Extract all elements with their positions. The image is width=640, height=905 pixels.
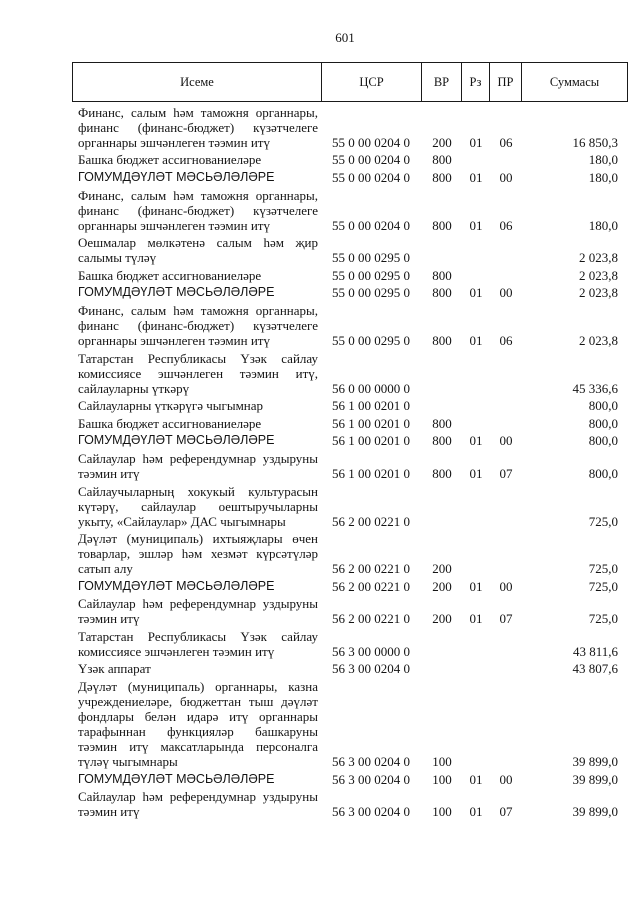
rz-code: 01	[469, 169, 483, 185]
rz-code	[462, 482, 490, 530]
row-name-line: органнары эшчәнлеген тәэмин итү	[78, 332, 270, 348]
pr-code	[490, 397, 522, 415]
csr-code: 55 0 00 0204 0	[332, 217, 410, 233]
sum-value: 800,0	[588, 398, 618, 414]
table-row	[72, 770, 628, 788]
rz-code: 01	[469, 134, 483, 150]
vr-code: 200	[432, 611, 452, 627]
row-name-line: сайлауларны үткәрү	[78, 380, 190, 396]
vr-code	[422, 234, 462, 267]
row-name	[72, 302, 322, 350]
sum-value: 2 023,8	[579, 285, 618, 301]
row-name-line: финанс (финанс-бюджет) күзәтчелеге	[78, 317, 318, 333]
pr-code: 00	[499, 169, 513, 185]
vr-code	[422, 397, 462, 415]
table-row	[72, 450, 628, 483]
csr-code: 56 3 00 0000 0	[332, 643, 410, 659]
row-name	[72, 788, 322, 821]
rz-code	[462, 678, 490, 771]
sum-value: 725,0	[588, 513, 618, 529]
rz-code: 01	[469, 332, 483, 348]
sum-value: 725,0	[588, 611, 618, 627]
pr-code: 06	[499, 134, 513, 150]
sum-value: 39 899,0	[572, 754, 618, 770]
row-name-line: ГОМУМДӘҮЛӘТ МӘСЬӘЛӘЛӘРЕ	[78, 169, 275, 184]
sum-value: 800,0	[588, 415, 618, 431]
row-name-line: Дәүләт (муниципаль) ихтыяҗлары өчен	[78, 531, 318, 547]
row-name	[72, 628, 322, 661]
vr-code: 800	[432, 152, 452, 168]
vr-code: 800	[432, 465, 452, 481]
row-name-line: түләү чыгымнары	[78, 754, 178, 770]
rz-code: 01	[469, 285, 483, 301]
header-csr: ЦСР	[322, 63, 422, 101]
header-rz: Рз	[462, 63, 490, 101]
table-row	[72, 186, 628, 234]
row-name-line: Финанс, салым һәм таможня органнары,	[78, 302, 318, 318]
sum-value: 16 850,3	[572, 134, 618, 150]
csr-code: 56 1 00 0201 0	[332, 398, 410, 414]
vr-code: 200	[432, 134, 452, 150]
csr-code: 55 0 00 0204 0	[332, 152, 410, 168]
vr-code	[422, 482, 462, 530]
table-row	[72, 414, 628, 432]
page-number: 601	[335, 30, 355, 45]
row-name-line: Татарстан Республикасы Үзәк сайлау	[78, 350, 318, 366]
table-header	[72, 62, 628, 102]
csr-code: 56 2 00 0221 0	[332, 561, 410, 577]
csr-code: 56 3 00 0204 0	[332, 804, 410, 820]
row-name-line: Башка бюджет ассигнованиеләре	[78, 267, 262, 283]
table-row	[72, 169, 628, 187]
sum-value: 2 023,8	[579, 267, 618, 283]
rz-code	[462, 151, 490, 169]
rz-code: 01	[469, 804, 483, 820]
row-name-line: тарафыннан функцияләр башкаруны	[78, 724, 318, 740]
header-pr: ПР	[490, 63, 522, 101]
row-name-line: Үзәк аппарат	[78, 661, 151, 677]
rz-code: 01	[469, 771, 483, 787]
table-row	[72, 678, 628, 771]
header-sum: Суммасы	[549, 74, 600, 89]
csr-code: 55 0 00 0295 0	[332, 267, 410, 283]
sum-value: 800,0	[588, 433, 618, 449]
pr-code: 07	[499, 611, 513, 627]
csr-code: 56 2 00 0221 0	[332, 513, 410, 529]
row-name-line: ГОМУМДӘҮЛӘТ МӘСЬӘЛӘЛӘРЕ	[78, 771, 275, 786]
vr-code: 800	[432, 433, 452, 449]
rz-code	[462, 266, 490, 284]
csr-code: 56 0 00 0000 0	[332, 380, 410, 396]
rz-code: 01	[469, 578, 483, 594]
rz-code: 01	[469, 465, 483, 481]
table-row	[72, 788, 628, 821]
pr-code	[490, 660, 522, 678]
sum-value: 43 807,6	[572, 661, 618, 677]
vr-code: 800	[432, 267, 452, 283]
row-name-line: комиссиясе эшчәнлеген тәэмин итү	[78, 643, 275, 659]
row-name	[72, 450, 322, 483]
pr-code	[490, 234, 522, 267]
vr-code	[422, 660, 462, 678]
row-name-line: салымы түләү	[78, 250, 157, 266]
sum-value: 39 899,0	[572, 804, 618, 820]
pr-code: 00	[499, 285, 513, 301]
table-row	[72, 397, 628, 415]
row-name	[72, 169, 322, 187]
rz-code	[462, 660, 490, 678]
table-row	[72, 266, 628, 284]
pr-code: 07	[499, 465, 513, 481]
sum-value: 45 336,6	[572, 380, 618, 396]
row-name-line: Финанс, салым һәм таможня органнары,	[78, 104, 318, 120]
row-name-line: ГОМУМДӘҮЛӘТ МӘСЬӘЛӘЛӘРЕ	[78, 433, 275, 448]
row-name-line: Сайлаучыларның хокукый культурасын	[78, 483, 318, 499]
row-name	[72, 482, 322, 530]
pr-code: 06	[499, 217, 513, 233]
sum-value: 43 811,6	[572, 643, 618, 659]
row-name	[72, 660, 322, 678]
table-body	[72, 104, 628, 821]
row-name-line: Сайлауларны үткәрүгә чыгымнар	[78, 398, 264, 414]
table-row	[72, 302, 628, 350]
pr-code	[490, 414, 522, 432]
csr-code: 56 1 00 0201 0	[332, 465, 410, 481]
row-name	[72, 266, 322, 284]
row-name-line: ГОМУМДӘҮЛӘТ МӘСЬӘЛӘЛӘРЕ	[78, 285, 275, 300]
row-name-line: финанс (финанс-бюджет) күзәтчелеге	[78, 119, 318, 135]
pr-code	[490, 628, 522, 661]
row-name-line: комиссиясе эшчәнлеген тәэмин итү,	[78, 365, 318, 381]
row-name-line: тәэмин итү	[78, 804, 140, 820]
vr-code: 100	[432, 754, 452, 770]
table-row	[72, 234, 628, 267]
sum-value: 180,0	[588, 169, 618, 185]
table-row	[72, 151, 628, 169]
row-name	[72, 349, 322, 397]
row-name-line: товарлар, эшләр һәм хезмәт күрсәтүләр	[78, 546, 318, 562]
csr-code: 55 0 00 0295 0	[332, 285, 410, 301]
csr-code: 56 3 00 0204 0	[332, 661, 410, 677]
row-name	[72, 151, 322, 169]
csr-code: 55 0 00 0295 0	[332, 332, 410, 348]
vr-code: 800	[432, 217, 452, 233]
rz-code	[462, 397, 490, 415]
row-name-line: сатып алу	[78, 561, 133, 577]
vr-code: 100	[432, 771, 452, 787]
row-name-line: учреждениеләре, бюджеттан тыш дәүләт	[78, 694, 318, 710]
row-name-line: фондлары белән идарә итү органнары	[78, 709, 318, 725]
row-name-line: укыту, «Сайлаулар» ДАС чыгымнары	[78, 513, 286, 529]
row-name-line: Татарстан Республикасы Үзәк сайлау	[78, 628, 318, 644]
row-name	[72, 432, 322, 450]
row-name-line: Сайлаулар һәм референдумнар уздыруны	[78, 789, 318, 805]
table-row	[72, 104, 628, 152]
sum-value: 800,0	[588, 465, 618, 481]
sum-value: 2 023,8	[579, 250, 618, 266]
row-name-line: Башка бюджет ассигнованиеләре	[78, 152, 262, 168]
table-row	[72, 482, 628, 530]
pr-code	[490, 678, 522, 771]
row-name-line: тәэмин итү максатларында персоналга	[78, 739, 318, 755]
csr-code: 56 3 00 0204 0	[332, 771, 410, 787]
vr-code: 800	[432, 332, 452, 348]
csr-code: 56 1 00 0201 0	[332, 433, 410, 449]
vr-code: 100	[432, 804, 452, 820]
rz-code: 01	[469, 217, 483, 233]
sum-value: 725,0	[588, 578, 618, 594]
budget-table	[72, 104, 628, 821]
sum-value: 725,0	[588, 561, 618, 577]
pr-code: 06	[499, 332, 513, 348]
vr-code	[422, 349, 462, 397]
rz-code	[462, 530, 490, 578]
row-name	[72, 595, 322, 628]
pr-code: 00	[499, 771, 513, 787]
pr-code	[490, 266, 522, 284]
pr-code	[490, 482, 522, 530]
csr-code: 56 3 00 0204 0	[332, 754, 410, 770]
rz-code	[462, 349, 490, 397]
sum-value: 39 899,0	[572, 771, 618, 787]
row-name-line: Финанс, салым һәм таможня органнары,	[78, 187, 318, 203]
sum-value: 180,0	[588, 152, 618, 168]
row-name-line: Сайлаулар һәм референдумнар уздыруны	[78, 450, 318, 466]
row-name-line: Оешмалар мөлкәтенә салым һәм җир	[78, 235, 318, 251]
rz-code	[462, 234, 490, 267]
csr-code: 56 1 00 0201 0	[332, 415, 410, 431]
row-name-line: күтәрү, сайлаулар оештыручыларны	[78, 498, 318, 514]
vr-code: 800	[432, 285, 452, 301]
pr-code: 00	[499, 433, 513, 449]
header-vr: ВР	[422, 63, 462, 101]
row-name	[72, 284, 322, 302]
csr-code: 55 0 00 0295 0	[332, 250, 410, 266]
table-row	[72, 349, 628, 397]
csr-code: 55 0 00 0204 0	[332, 169, 410, 185]
row-name	[72, 530, 322, 578]
table-row	[72, 284, 628, 302]
rz-code	[462, 628, 490, 661]
vr-code: 800	[432, 415, 452, 431]
csr-code: 56 2 00 0221 0	[332, 611, 410, 627]
pr-code: 00	[499, 578, 513, 594]
csr-code: 56 2 00 0221 0	[332, 578, 410, 594]
header-name: Исеме	[73, 63, 322, 101]
row-name	[72, 577, 322, 595]
row-name-line: органнары эшчәнлеген тәэмин итү	[78, 217, 270, 233]
pr-code	[490, 349, 522, 397]
row-name	[72, 414, 322, 432]
vr-code: 200	[432, 578, 452, 594]
table-row	[72, 660, 628, 678]
row-name	[72, 770, 322, 788]
row-name	[72, 678, 322, 771]
row-name	[72, 234, 322, 267]
pr-code: 07	[499, 804, 513, 820]
row-name-line: ГОМУМДӘҮЛӘТ МӘСЬӘЛӘЛӘРЕ	[78, 578, 275, 593]
table-row	[72, 530, 628, 578]
csr-code: 55 0 00 0204 0	[332, 134, 410, 150]
pr-code	[490, 530, 522, 578]
row-name-line: Сайлаулар һәм референдумнар уздыруны	[78, 596, 318, 612]
row-name	[72, 104, 322, 152]
vr-code: 200	[432, 561, 452, 577]
sum-value: 2 023,8	[579, 332, 618, 348]
row-name-line: финанс (финанс-бюджет) күзәтчелеге	[78, 202, 318, 218]
row-name	[72, 397, 322, 415]
table-row	[72, 432, 628, 450]
row-name	[72, 186, 322, 234]
rz-code	[462, 414, 490, 432]
sum-value: 180,0	[588, 217, 618, 233]
rz-code: 01	[469, 611, 483, 627]
row-name-line: тәэмин итү	[78, 465, 140, 481]
table-row	[72, 595, 628, 628]
pr-code	[490, 151, 522, 169]
vr-code: 800	[432, 169, 452, 185]
row-name-line: тәэмин итү	[78, 611, 140, 627]
table-row	[72, 628, 628, 661]
vr-code	[422, 628, 462, 661]
row-name-line: Дәүләт (муниципаль) органнары, казна	[78, 679, 318, 695]
table-row	[72, 577, 628, 595]
rz-code: 01	[469, 433, 483, 449]
row-name-line: Башка бюджет ассигнованиеләре	[78, 415, 262, 431]
row-name-line: органнары эшчәнлеген тәэмин итү	[78, 134, 270, 150]
